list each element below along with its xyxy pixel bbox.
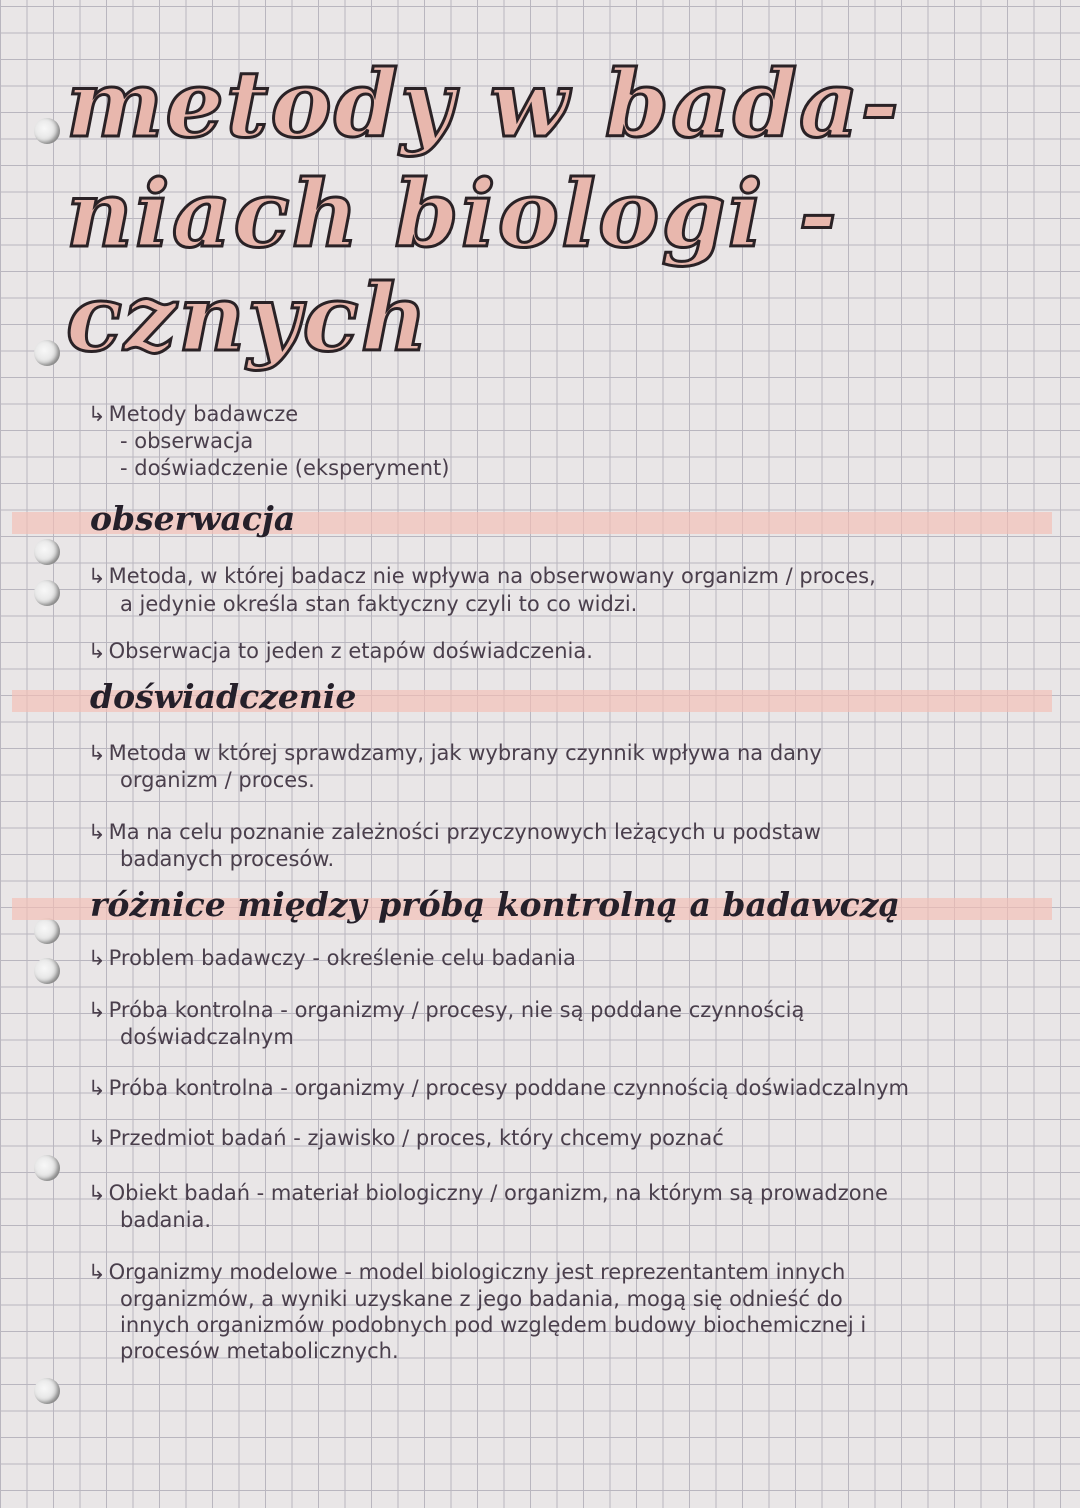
bullet-line-cont: innych organizmów podobnych pod względem budowy biochemicznej i [120,1313,867,1337]
punch-hole [34,1155,60,1181]
bullet-line-cont: doświadczalnym [120,1025,294,1049]
intro-item: - obserwacja [120,429,254,453]
arrow-icon: ↳ [88,564,106,588]
arrow-icon: ↳ [88,1126,106,1150]
bullet-text: Obserwacja to jeden z etapów doświadczenia. [108,639,593,663]
arrow-icon: ↳ [88,741,106,765]
bullet-text: Przedmiot badań - zjawisko / proces, który chcemy poznać [108,1126,724,1150]
bullet-text: Organizmy modelowe - model biologiczny jest reprezentantem innych [108,1260,846,1284]
punch-hole [34,118,60,144]
bullet-line [88,566,876,587]
arrow-icon: ↳ [88,1076,106,1100]
bullet-line [88,1262,845,1283]
bullet-line-cont: badania. [120,1208,212,1232]
intro-heading [88,404,298,425]
arrow-icon: ↳ [88,402,106,426]
punch-hole [34,1378,60,1404]
intro-heading-text: Metody badawcze [108,402,299,426]
page-title-line-2: niach biologi - [66,160,839,268]
bullet-text: Próba kontrolna - organizmy / procesy poddane czynnością doświadczalnym [108,1076,909,1100]
punch-hole [34,958,60,984]
punch-hole [34,539,60,565]
bullet-line [88,1000,804,1021]
intro-item: - doświadczenie (eksperyment) [120,456,450,480]
bullet-line [88,1183,888,1204]
bullet-text: Problem badawczy - określenie celu badania [108,946,576,970]
arrow-icon: ↳ [88,639,106,663]
bullet-line-cont: organizmów, a wyniki uzyskane z jego badania, mogą się odnieść do [120,1287,843,1311]
bullet-line-cont: a jedynie określa stan faktyczny czyli to co widzi. [120,592,638,616]
arrow-icon: ↳ [88,1181,106,1205]
bullet-text: Obiekt badań - materiał biologiczny / organizm, na którym są prowadzone [108,1181,888,1205]
bullet-line [88,1128,724,1149]
bullet-line-cont: organizm / proces. [120,768,315,792]
punch-hole [34,918,60,944]
bullet-text: Metoda w której sprawdzamy, jak wybrany czynnik wpływa na dany [108,741,822,765]
bullet-line [88,1078,909,1099]
arrow-icon: ↳ [88,998,106,1022]
bullet-line-cont: procesów metabolicznych. [120,1339,399,1363]
bullet-line [88,948,576,969]
arrow-icon: ↳ [88,946,106,970]
bullet-line [88,743,822,764]
section-heading-differences: różnice między próbą kontrolną a badawczą [90,885,900,924]
punch-hole [34,580,60,606]
page-title-line-3: cznych [66,264,430,372]
page-title-line-1: metody w bada- [66,50,901,158]
bullet-text: Próba kontrolna - organizmy / procesy, nie są poddane czynnością [108,998,805,1022]
section-heading-observation: obserwacja [90,499,296,538]
bullet-line-cont: badanych procesów. [120,847,335,871]
bullet-text: Metoda, w której badacz nie wpływa na obserwowany organizm / proces, [108,564,876,588]
bullet-line [88,641,593,662]
arrow-icon: ↳ [88,820,106,844]
punch-hole [34,340,60,366]
arrow-icon: ↳ [88,1260,106,1284]
bullet-line [88,822,821,843]
section-heading-experiment: doświadczenie [90,677,357,716]
bullet-text: Ma na celu poznanie zależności przyczynowych leżących u podstaw [108,820,821,844]
